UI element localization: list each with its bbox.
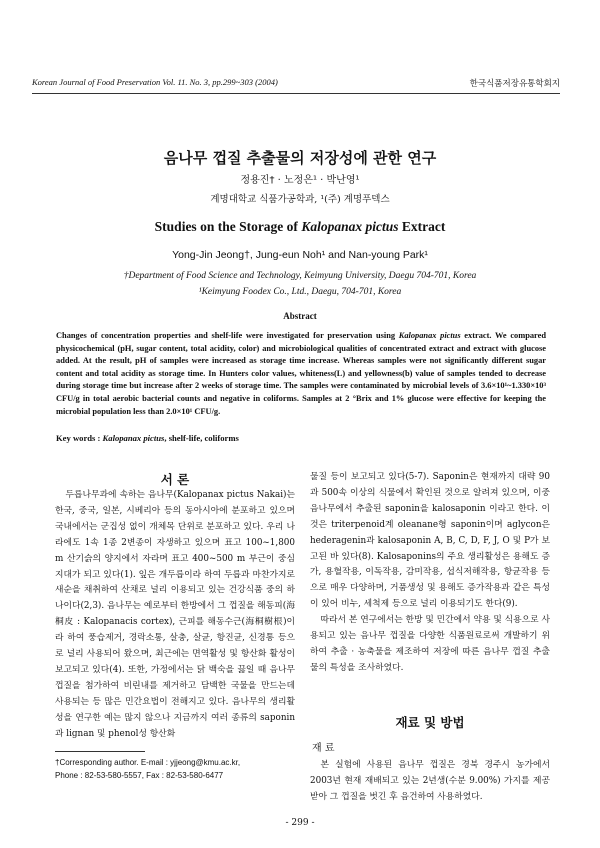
intro-paragraph-1: 두릅나무과에 속하는 음나무(Kalopanax pictus Nakai)는 한국, 중국, 일본, 시베리아 등의 동아시아에 분포하고 있으며 국내에서는 군집성 없이 개체목 단위로 분포하고 있다. 우리 나라에도 1속 1종 2변종이 자생하고 있으며 표고 100~1,800 m 산기슭의 양지에서 자라며 표고 400~500 m 부근이 중심 지대가 되고 있다(1). 잎은 개두릅이라 하여 두릅과 마찬가지로 새순을 채취하여 산채로 널리 이용되고 있는 건강식품 중의 하나이다(2,3). 음나무는 예로부터 한방에서 그 껍질을 해동피(海桐皮 : Kalopanacis cortex), 근피를 해동수근(海桐樹根)이라 하여 풍습제거, 경락소통, 살충, 살균, 항진균, 신경통 등으로 널리 사용되어 왔으며, 최근에는 면역활성 및 항산화 활성이 보고되고 있다(4). 또한, 가정에서는 닭 백숙을 끓일 때 음나무 껍질을 첨가하여 비린내를 제거하고 담백한 국물을 만드는데 사용되는 등 많은 민간요법이 전해지고 있다. 음나무의 생리활성을 연구한 예는 많지 않으나 지금까지 여러 종류의 saponin과 lignan 및 phenol성 항산화 <box>55 490 295 739</box>
english-affiliation-2: ¹Keimyung Foodex Co., Ltd., Daegu, 704-701, Korea <box>198 287 402 297</box>
abstract-text: Changes of concentration properties and shelf-life were investigated for preservation using Kalopanax pictus extract. We compared physicochemical (pH, sugar content, total acidity, color) and microbiological qualities of concentrated extract and extract with glucose added. At the result, pH of samples were increased as storage time increase. Whereas samples were not significantly different sugar content and total acidity as storage time. In Hunters color values, whiteness(L) and yellowness(b) value of samples tended to decrease during storage time but increase after 2 weeks of storage time. The samples were contaminated by microbial levels of 3.6×10¹~1.330×10³ CFU/g in total aerobic bacterial counts and negative in coliforms. Samples at 2 °Brix and 1% glucose were effective for keeping the microbial population less than 2.0×10¹ CFU/g. <box>56 331 546 416</box>
footnote-line-2: Phone : 82-53-580-5557, Fax : 82-53-580-6477 <box>55 771 224 780</box>
section-title-introduction: 서 론 <box>160 472 190 487</box>
footnote <box>55 756 295 782</box>
materials-paragraph: 본 실험에 사용된 음나무 껍질은 경북 경주시 농가에서 2003년 현재 재배되고 있는 2년생(수분 9.00%) 가지를 제공받아 그 껍질을 벗긴 후 음건하여 사용하였다. <box>310 760 550 802</box>
footnote-line-1: †Corresponding author. E-mail : yjjeong@kmu.ac.kr, <box>55 758 241 767</box>
korean-title: 음나무 껍질 추출물의 저장성에 관한 연구 <box>163 149 437 167</box>
header-rule <box>32 93 560 94</box>
materials-column <box>310 758 550 806</box>
intro-paragraph-3: 따라서 본 연구에서는 한방 및 민간에서 약용 및 식용으로 사용되고 있는 음나무 껍질을 다양한 식품원료로써 개발하기 위하여 추출 · 농축물을 제조하여 저장에 따른 음나무 껍질 추출물의 특성을 조사하였다. <box>310 615 550 673</box>
section-title-methods: 재료 및 방법 <box>395 715 465 730</box>
english-authors: Yong-Jin Jeong†, Jung-eun Noh¹ and Nan-young Park¹ <box>172 249 428 261</box>
journal-citation: Korean Journal of Food Preservation Vol. 11. No. 3, pp.299~303 (2004) <box>32 77 278 87</box>
english-affiliation-1: †Department of Food Science and Technology, Keimyung University, Daegu 704-701, Korea <box>123 271 477 281</box>
intro-right-column <box>310 470 550 677</box>
keywords: Key words : Kalopanax pictus, shelf-life, coliforms <box>56 433 239 443</box>
korean-affiliation: 계명대학교 식품가공학과, ¹(주) 계명푸덱스 <box>210 194 390 205</box>
page-number: - 299 - <box>285 818 315 828</box>
intro-paragraph-2: 물질 등이 보고되고 있다(5-7). Saponin은 현재까지 대략 90과 500속 이상의 식물에서 확인된 것으로 알려져 있으며, 이중 음나무에서 추출된 saponin을 kalosaponin 이라고 한다. 이것은 triterpenoid계 oleanane형 saponin이며 aglycon은 hederagenin과 kalosaponin A, B, C, D, F, J, O 및 P가 보고된 바 있다(8). Kalosaponins의 주요 생리활성은 용해도 증가, 용혈작용, 이독작용, 감미작용, 섭식저해작용, 항균작용 등으로 매우 다양하며, 거품생성 및 용해도 증가작용과 같은 특성이 있어 비누, 세척제 등으로 널리 이용되기도 한다(9). <box>310 472 550 610</box>
footnote-rule <box>55 751 145 752</box>
intro-left-column <box>55 488 295 743</box>
english-title: Studies on the Storage of Kalopanax pictus Extract <box>154 219 446 234</box>
abstract-heading: Abstract <box>283 311 317 321</box>
korean-authors: 정용진† · 노정은¹ · 박난영¹ <box>240 175 360 186</box>
society-name: 한국식품저장유통학회지 <box>469 79 560 89</box>
subsection-materials: 재 료 <box>312 743 335 754</box>
